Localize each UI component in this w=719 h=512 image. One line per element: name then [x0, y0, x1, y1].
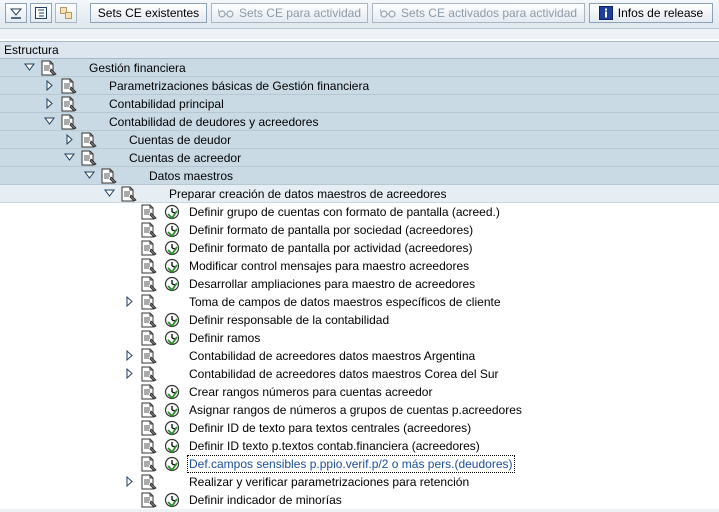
expand-triangle-icon[interactable] [64, 134, 75, 145]
execute-activity-clock-icon[interactable] [164, 240, 180, 256]
expand-triangle-icon[interactable] [124, 296, 135, 307]
documentation-icon[interactable] [140, 204, 158, 220]
tree-node[interactable] [0, 383, 719, 401]
tree-node-label: Datos maestros [149, 169, 234, 183]
collapse-triangle-icon[interactable] [64, 152, 75, 163]
tree-node-label: Definir ID texto p.textos contab.financiera (acreedores) [189, 439, 480, 453]
tree-node[interactable] [0, 437, 719, 455]
tree-node-label: Cuentas de deudor [129, 133, 232, 147]
execute-activity-clock-icon[interactable] [164, 312, 180, 328]
execute-activity-clock-icon[interactable] [164, 330, 180, 346]
documentation-icon[interactable] [140, 456, 158, 472]
tree-node[interactable] [0, 491, 719, 509]
documentation-icon[interactable] [140, 258, 158, 274]
header-title: Estructura [4, 43, 59, 57]
tree-node[interactable] [0, 239, 719, 257]
tree-node-label: Def.campos sensibles p.ppio.verif.p/2 o más pers.(deudores) [189, 457, 513, 471]
tree-node-label: Definir formato de pantalla por sociedad (acreedores) [189, 223, 474, 237]
documentation-icon[interactable] [140, 474, 158, 490]
tree-node-label: Contabilidad de deudores y acreedores [109, 115, 319, 129]
toolbar-separator [0, 29, 719, 39]
documentation-icon[interactable] [140, 276, 158, 292]
tree-node[interactable] [0, 113, 719, 131]
tree-node[interactable] [0, 473, 719, 491]
tree-column-header [0, 41, 719, 59]
tree-node-label: Asignar rangos de números a grupos de cuentas p.acreedores [189, 403, 522, 417]
documentation-icon[interactable] [140, 366, 158, 382]
tree-node[interactable] [0, 347, 719, 365]
tree-node[interactable] [0, 419, 719, 437]
execute-activity-clock-icon[interactable] [164, 384, 180, 400]
documentation-icon[interactable] [140, 312, 158, 328]
documentation-icon[interactable] [80, 132, 98, 148]
tree-node-label: Definir ramos [189, 331, 261, 345]
hierarchy-icon [59, 6, 73, 20]
sets-ce-activados-button[interactable] [372, 3, 585, 23]
documentation-icon[interactable] [140, 402, 158, 418]
documentation-icon[interactable] [140, 492, 158, 508]
collapse-triangle-icon[interactable] [44, 116, 55, 127]
tree-node-label: Definir formato de pantalla por actividad (acreedores) [189, 241, 473, 255]
tree-node-label: Parametrizaciones básicas de Gestión financiera [109, 79, 370, 93]
execute-activity-clock-icon[interactable] [164, 204, 180, 220]
execute-activity-clock-icon[interactable] [164, 438, 180, 454]
tree-node-label: Definir indicador de minorías [189, 493, 342, 507]
execute-activity-clock-icon[interactable] [164, 276, 180, 292]
expand-triangle-icon[interactable] [44, 80, 55, 91]
sets-ce-existentes-label: Sets CE existentes [97, 6, 200, 20]
infos-de-release-label: Infos de release [617, 6, 704, 20]
sets-ce-existentes-button[interactable] [90, 3, 207, 23]
infos-de-release-button[interactable] [589, 3, 713, 23]
tree-node[interactable] [0, 401, 719, 419]
collapse-button[interactable] [30, 3, 52, 23]
tree-node[interactable] [0, 455, 719, 473]
tree-node-label: Contabilidad principal [109, 97, 224, 111]
tree-node-label: Realizar y verificar parametrizaciones para retención [189, 475, 470, 489]
sets-ce-activados-label: Sets CE activados para actividad [400, 6, 578, 20]
info-icon [599, 6, 613, 20]
tree-node-label: Toma de campos de datos maestros específicos de cliente [189, 295, 501, 309]
documentation-icon[interactable] [40, 60, 58, 76]
tree-structure-icon [34, 6, 48, 20]
sets-ce-para-actividad-button[interactable] [211, 3, 368, 23]
tree-node[interactable] [0, 275, 719, 293]
execute-activity-clock-icon[interactable] [164, 258, 180, 274]
tree-node[interactable] [0, 365, 719, 383]
documentation-icon[interactable] [60, 78, 78, 94]
documentation-icon[interactable] [80, 150, 98, 166]
tree-node-label: Crear rangos números para cuentas acreedor [189, 385, 433, 399]
expand-subtree-icon [9, 6, 23, 20]
expand-all-button[interactable] [5, 3, 27, 23]
tree-node[interactable] [0, 185, 719, 203]
execute-activity-clock-icon[interactable] [164, 456, 180, 472]
tree-node-label: Definir grupo de cuentas con formato de pantalla (acreed.) [189, 205, 500, 219]
sets-ce-para-actividad-label: Sets CE para actividad [238, 6, 361, 20]
tree-node[interactable] [0, 149, 719, 167]
tree-node[interactable] [0, 95, 719, 113]
tree-node[interactable] [0, 221, 719, 239]
tree-node-label: Contabilidad de acreedores datos maestros Corea del Sur [189, 367, 499, 381]
execute-activity-clock-icon[interactable] [164, 420, 180, 436]
documentation-icon[interactable] [140, 420, 158, 436]
tree-node[interactable] [0, 329, 719, 347]
tree-node-label: Gestión financiera [89, 61, 186, 75]
tree-node[interactable] [0, 311, 719, 329]
execute-activity-clock-icon[interactable] [164, 222, 180, 238]
documentation-icon[interactable] [140, 438, 158, 454]
tree-node-label: Cuentas de acreedor [129, 151, 242, 165]
tree-node-label: Definir ID de texto para textos centrales (acreedores) [189, 421, 472, 435]
documentation-icon[interactable] [60, 114, 78, 130]
glasses-icon [380, 7, 396, 19]
expand-triangle-icon[interactable] [44, 98, 55, 109]
tree-node[interactable] [0, 257, 719, 275]
collapse-triangle-icon[interactable] [24, 62, 35, 73]
application-toolbar [0, 0, 719, 29]
tree-node-label: Contabilidad de acreedores datos maestros Argentina [189, 349, 476, 363]
tree-node[interactable] [0, 59, 719, 77]
documentation-icon[interactable] [140, 222, 158, 238]
tree-node[interactable] [0, 293, 719, 311]
subtree-button[interactable] [55, 3, 77, 23]
glasses-icon [218, 7, 234, 19]
documentation-icon[interactable] [140, 348, 158, 364]
execute-activity-clock-icon[interactable] [164, 402, 180, 418]
execute-activity-clock-icon[interactable] [164, 492, 180, 508]
expand-triangle-icon[interactable] [124, 476, 135, 487]
documentation-icon[interactable] [140, 240, 158, 256]
tree-node-label: Preparar creación de datos maestros de acreedores [169, 187, 447, 201]
tree-node[interactable] [0, 77, 719, 95]
tree-node-label: Modificar control mensajes para maestro acreedores [189, 259, 470, 273]
documentation-icon[interactable] [140, 330, 158, 346]
tree-node[interactable] [0, 131, 719, 149]
documentation-icon[interactable] [120, 186, 138, 202]
tree-node[interactable] [0, 167, 719, 185]
documentation-icon[interactable] [140, 384, 158, 400]
tree-node[interactable] [0, 203, 719, 221]
documentation-icon[interactable] [140, 294, 158, 310]
documentation-icon[interactable] [100, 168, 118, 184]
collapse-triangle-icon[interactable] [104, 188, 115, 199]
expand-triangle-icon[interactable] [124, 350, 135, 361]
collapse-triangle-icon[interactable] [84, 170, 95, 181]
tree-node-label: Definir responsable de la contabilidad [189, 313, 390, 327]
documentation-icon[interactable] [60, 96, 78, 112]
tree-node-label: Desarrollar ampliaciones para maestro de acreedores [189, 277, 476, 291]
expand-triangle-icon[interactable] [124, 368, 135, 379]
